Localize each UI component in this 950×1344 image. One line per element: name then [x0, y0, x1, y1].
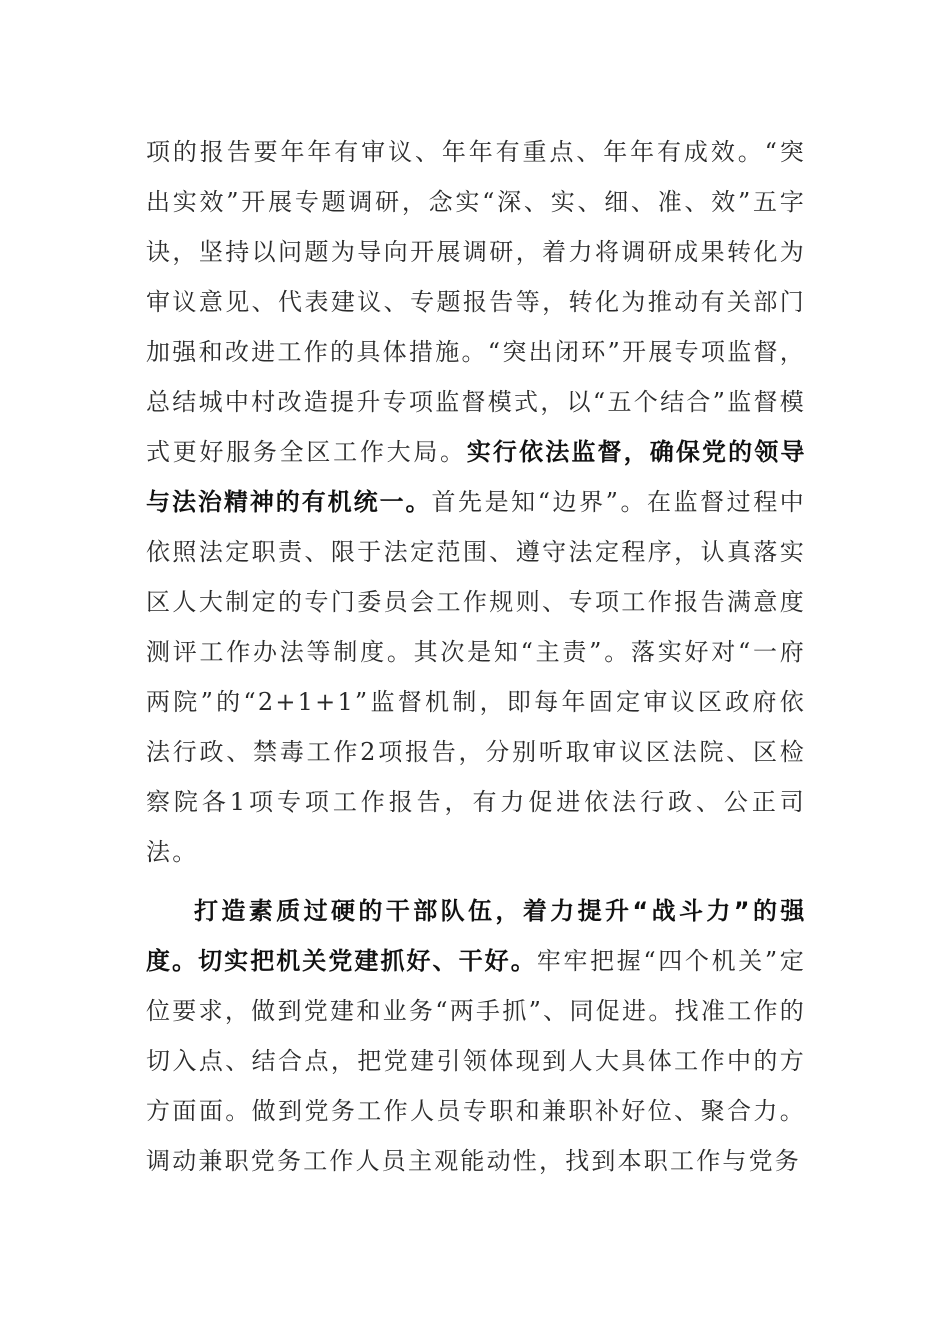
- paragraph-1-text-continued: 首先是知“边界”。在监督过程中依照法定职责、限于法定范围、遵守法定程序，认真落实区人大制定的专门委员会工作规则、专项工作报告满意度测评工作办法等制度。其次是知“主责”。落实好对“一府两院”的“2+1+1”监督机制，即每年固定审议区政府依法行政、禁毒工作2项报告，分别听取审议区法院、区检察院各1项专项工作报告，有力促进依法行政、公正司法。: [146, 488, 806, 866]
- paragraph-2-text: 牢牢把握“四个机关”定位要求，做到党建和业务“两手抓”、同促进。找准工作的切入点、结合点，把党建引领体现到人大具体工作中的方方面面。做到党务工作人员专职和兼职补好位、聚合力。调动兼职党务工作人员主观能动性，找到本职工作与党务: [146, 947, 806, 1175]
- paragraph-1-bold-heading: 实行依法监督，确保党的领导与法治精神的有机统一。: [146, 438, 806, 516]
- paragraph-1-text: 项的报告要年年有审议、年年有重点、年年有成效。“突出实效”开展专题调研，念实“深、实、细、准、效”五字诀，坚持以问题为导向开展调研，着力将调研成果转化为审议意见、代表建议、专题报告等，转化为推动有关部门加强和改进工作的具体措施。“突出闭环”开展专项监督，总结城中村改造提升专项监督模式，以“五个结合”监督模式更好服务全区工作大局。: [146, 138, 806, 466]
- paragraph-2-bold-heading: 打造素质过硬的干部队伍，着力提升“战斗力”的强度。切实把机关党建抓好、干好。: [146, 897, 806, 975]
- body-paragraph-1: [146, 127, 806, 877]
- body-paragraph-2: [146, 886, 806, 1186]
- document-page: [146, 127, 806, 1186]
